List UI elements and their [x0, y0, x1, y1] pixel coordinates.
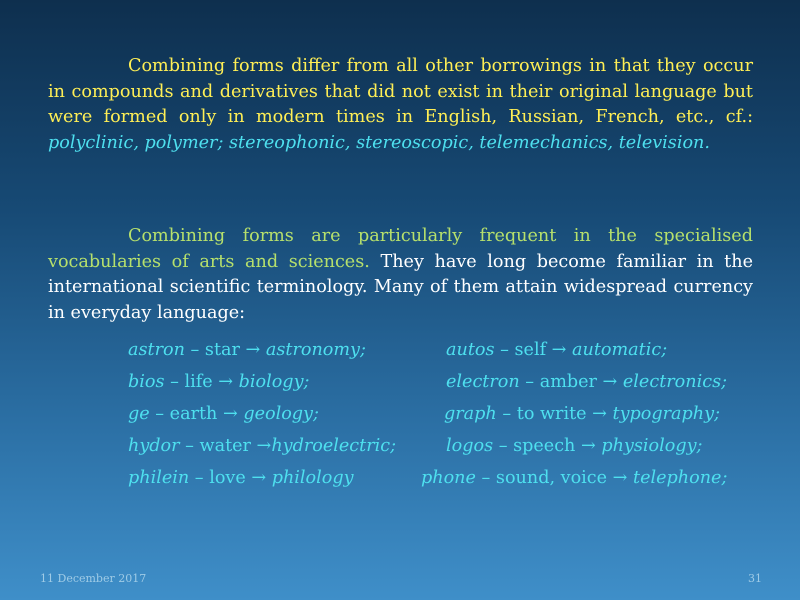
example-result: physiology; — [601, 436, 703, 456]
example-result: biology; — [238, 372, 310, 392]
example-meaning: – earth → — [149, 404, 244, 424]
example-result: philology — [271, 468, 354, 488]
example-word: autos — [446, 340, 495, 360]
example-meaning: – life → — [164, 372, 239, 392]
example-word: graph — [444, 404, 497, 424]
example-meaning: – water → — [179, 436, 272, 456]
example-left — [128, 433, 396, 459]
example-right — [446, 337, 667, 363]
example-right — [444, 401, 720, 427]
paragraph-combining-forms-frequency — [48, 224, 753, 326]
example-meaning: – love → — [189, 468, 272, 488]
example-word: hydor — [128, 436, 180, 456]
example-word: electron — [446, 372, 520, 392]
example-row — [0, 369, 800, 395]
example-word: logos — [446, 436, 494, 456]
frequency-text: Combining forms are particularly frequent in the specialised vocabularies of arts and sciences. — [48, 226, 753, 272]
example-word: astron — [128, 340, 185, 360]
example-result: typography; — [612, 404, 721, 424]
example-meaning: – speech → — [493, 436, 602, 456]
example-row — [0, 337, 800, 363]
example-word: philein — [128, 468, 190, 488]
definition-text: Combining forms differ from all other borrowings in that they occur in compounds and derivatives that did not exist in their original language but were formed only in modern times in English, Russian, French, etc., cf.: — [48, 56, 753, 127]
example-left — [128, 337, 366, 363]
example-meaning: – star → — [184, 340, 266, 360]
example-result: geology; — [243, 404, 319, 424]
example-result: automatic; — [572, 340, 668, 360]
footer-date: 11 December 2017 — [40, 572, 147, 585]
example-result: astronomy; — [265, 340, 366, 360]
example-meaning: – self → — [494, 340, 573, 360]
example-result: electronics; — [622, 372, 728, 392]
example-result: hydroelectric; — [271, 436, 397, 456]
example-meaning: – to write → — [496, 404, 613, 424]
definition-examples: polyclinic, polymer; stereophonic, stereoscopic, telemechanics, television. — [48, 132, 710, 153]
example-result: telephone; — [633, 468, 728, 488]
example-left — [128, 401, 319, 427]
example-left — [128, 465, 354, 491]
paragraph-combining-forms-definition — [48, 54, 753, 156]
example-right — [446, 369, 727, 395]
example-left — [128, 369, 309, 395]
example-right — [446, 433, 702, 459]
example-row — [0, 433, 800, 459]
example-row — [0, 465, 800, 491]
page-number: 31 — [748, 572, 762, 585]
example-word: bios — [128, 372, 165, 392]
example-word: phone — [421, 468, 476, 488]
example-word: ge — [128, 404, 150, 424]
example-right — [421, 465, 727, 491]
example-row — [0, 401, 800, 427]
example-meaning: – amber → — [519, 372, 623, 392]
example-meaning: – sound, voice → — [475, 468, 634, 488]
familiarity-text: They have long become familiar in the international scientific terminology. Many of them attain widespread currency in everyday language: — [48, 251, 753, 323]
